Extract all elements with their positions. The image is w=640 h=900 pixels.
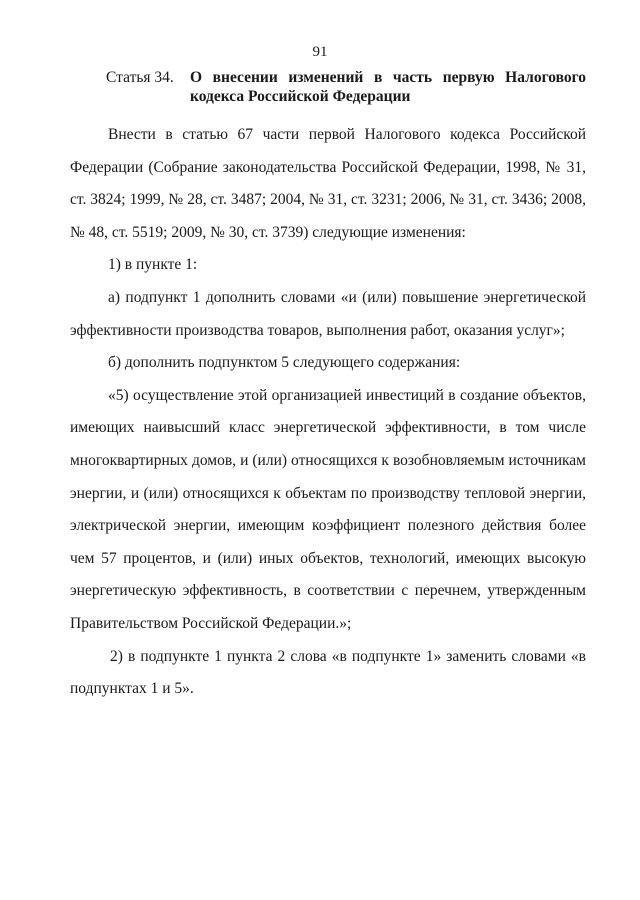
article-title <box>190 68 586 106</box>
page-number: 91 <box>312 44 328 60</box>
article-title-line-2: кодекса Российской Федерации <box>190 88 411 105</box>
article-label: Статья 34. <box>106 69 174 86</box>
paragraph-subitem-a: а) подпункт 1 дополнить словами «и (или) повышение энергетической эффективности производства товаров, выполнения работ, оказания услуг»; <box>70 288 586 339</box>
paragraph-subitem-b: б) дополнить подпунктом 5 следующего содержания: <box>108 354 461 372</box>
paragraph-item-2: 2) в подпункте 1 пункта 2 слова «в подпункте 1» заменить словами «в подпунктах 1 и 5». <box>70 647 586 698</box>
paragraph-item-1: 1) в пункте 1: <box>108 256 198 274</box>
paragraph-intro: Внести в статью 67 части первой Налогового кодекса Российской Федерации (Собрание законодательства Российской Федерации, 1998, № 31, ст. 3824; 1999, № 28, ст. 3487; 2004, № 31, ст. 3231; 2006, № 31, ст. 3436; 2008, № 48, ст. 5519; 2009, № 30, ст. 3739) следующие изменения: <box>70 126 586 241</box>
paragraph-quoted-subitem-5: «5) осуществление этой организацией инвестиций в создание объектов, имеющих наивысший класс энергетической эффективности, в том числе многоквартирных домов, и (или) относящихся к возобновляемым источникам энергии, и (или) относящихся к объектам по производству тепловой энергии, электрической энергии, имеющим коэффициент полезного действия более чем 57 процентов, и (или) иных объектов, технологий, имеющих высокую энергетическую эффективность, в соответствии с перечнем, утвержденным Правительством Российской Федерации.»; <box>70 386 586 632</box>
article-title-line-1: О внесении изменений в часть первую Налогового <box>190 69 586 86</box>
article-body <box>70 119 586 706</box>
